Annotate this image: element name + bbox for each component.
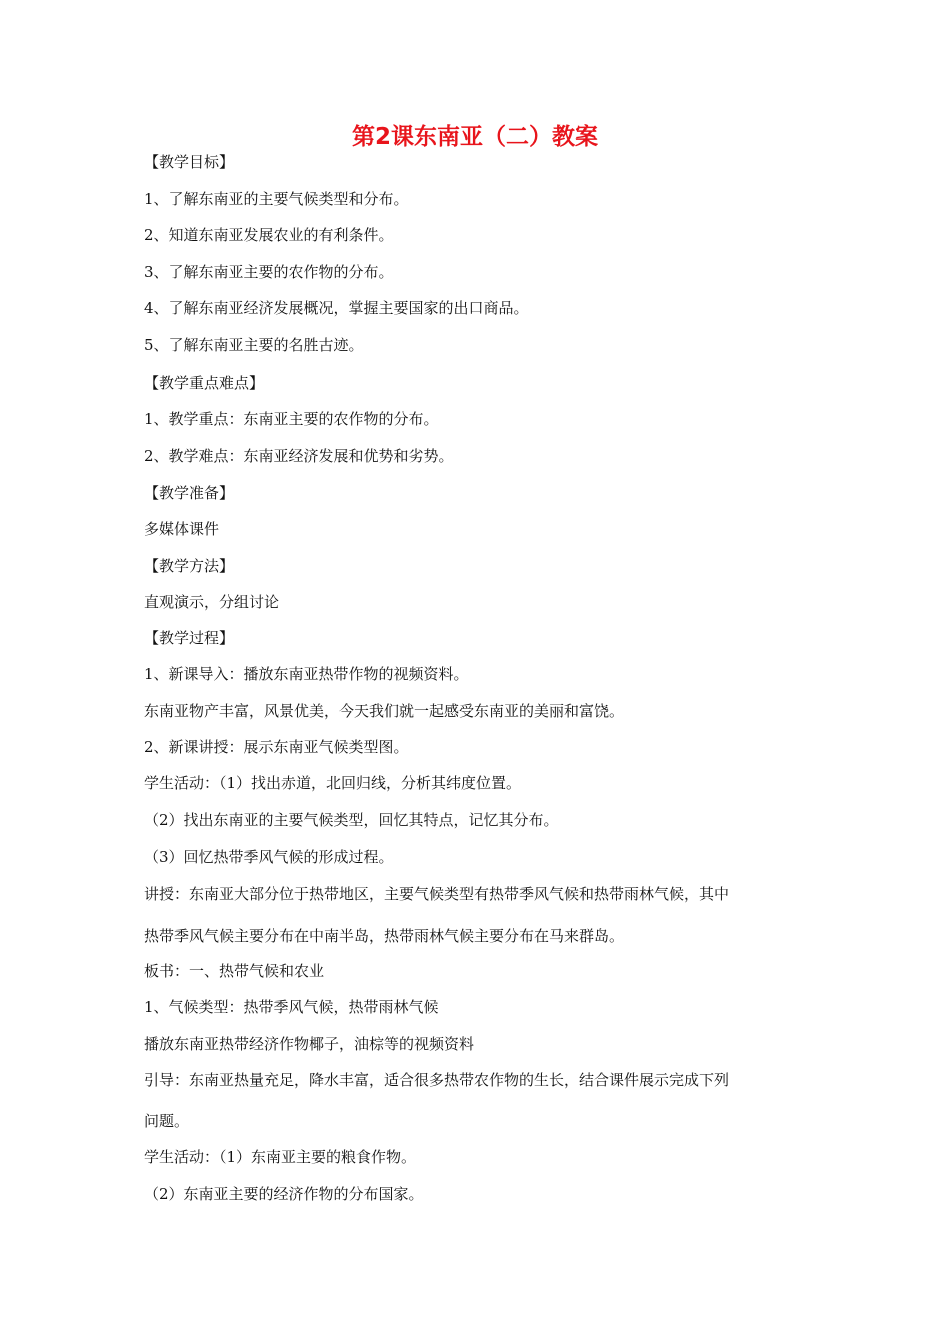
process-paragraph: 东南亚物产丰富，风景优美，今天我们就一起感受东南亚的美丽和富饶。 [144, 702, 625, 720]
process-paragraph: 2、新课讲授：展示东南亚气候类型图。 [144, 738, 409, 756]
process-paragraph: 播放东南亚热带经济作物椰子，油棕等的视频资料 [144, 1035, 475, 1053]
process-paragraph: 学生活动：（1）东南亚主要的粮食作物。 [144, 1148, 417, 1166]
process-paragraph: 热带季风气候主要分布在中南半岛，热带雨林气候主要分布在马来群岛。 [144, 927, 625, 945]
section-heading-key-points: 【教学重点难点】 [144, 374, 265, 392]
key-point-item: 2、教学难点：东南亚经济发展和优势和劣势。 [144, 447, 454, 465]
process-paragraph: （2）找出东南亚的主要气候类型，回忆其特点，记忆其分布。 [144, 811, 559, 829]
process-paragraph: 1、新课导入：播放东南亚热带作物的视频资料。 [144, 665, 469, 683]
process-paragraph: 引导：东南亚热量充足，降水丰富，适合很多热带农作物的生长，结合课件展示完成下列 [144, 1071, 730, 1089]
process-paragraph: 板书：一、热带气候和农业 [144, 962, 325, 980]
objective-item: 2、知道东南亚发展农业的有利条件。 [144, 226, 394, 244]
process-paragraph: 讲授：东南亚大部分位于热带地区，主要气候类型有热带季风气候和热带雨林气候，其中 [144, 885, 730, 903]
process-paragraph: （3）回忆热带季风气候的形成过程。 [144, 848, 394, 866]
objective-item: 5、了解东南亚主要的名胜古迹。 [144, 336, 364, 354]
methods-text: 直观演示，分组讨论 [144, 593, 280, 611]
process-paragraph: 学生活动：（1）找出赤道，北回归线，分析其纬度位置。 [144, 774, 522, 792]
section-heading-objectives: 【教学目标】 [144, 153, 235, 171]
key-point-item: 1、教学重点：东南亚主要的农作物的分布。 [144, 410, 439, 428]
document-title: 第2课东南亚（二）教案 [351, 124, 598, 150]
preparation-text: 多媒体课件 [144, 520, 220, 538]
section-heading-methods: 【教学方法】 [144, 557, 235, 575]
objective-item: 4、了解东南亚经济发展概况，掌握主要国家的出口商品。 [144, 299, 529, 317]
objective-item: 1、了解东南亚的主要气候类型和分布。 [144, 190, 409, 208]
section-heading-process: 【教学过程】 [144, 629, 235, 647]
objective-item: 3、了解东南亚主要的农作物的分布。 [144, 263, 394, 281]
process-paragraph: （2）东南亚主要的经济作物的分布国家。 [144, 1185, 424, 1203]
section-heading-preparation: 【教学准备】 [144, 484, 235, 502]
process-paragraph: 1、气候类型：热带季风气候，热带雨林气候 [144, 998, 439, 1016]
process-paragraph: 问题。 [144, 1112, 190, 1130]
